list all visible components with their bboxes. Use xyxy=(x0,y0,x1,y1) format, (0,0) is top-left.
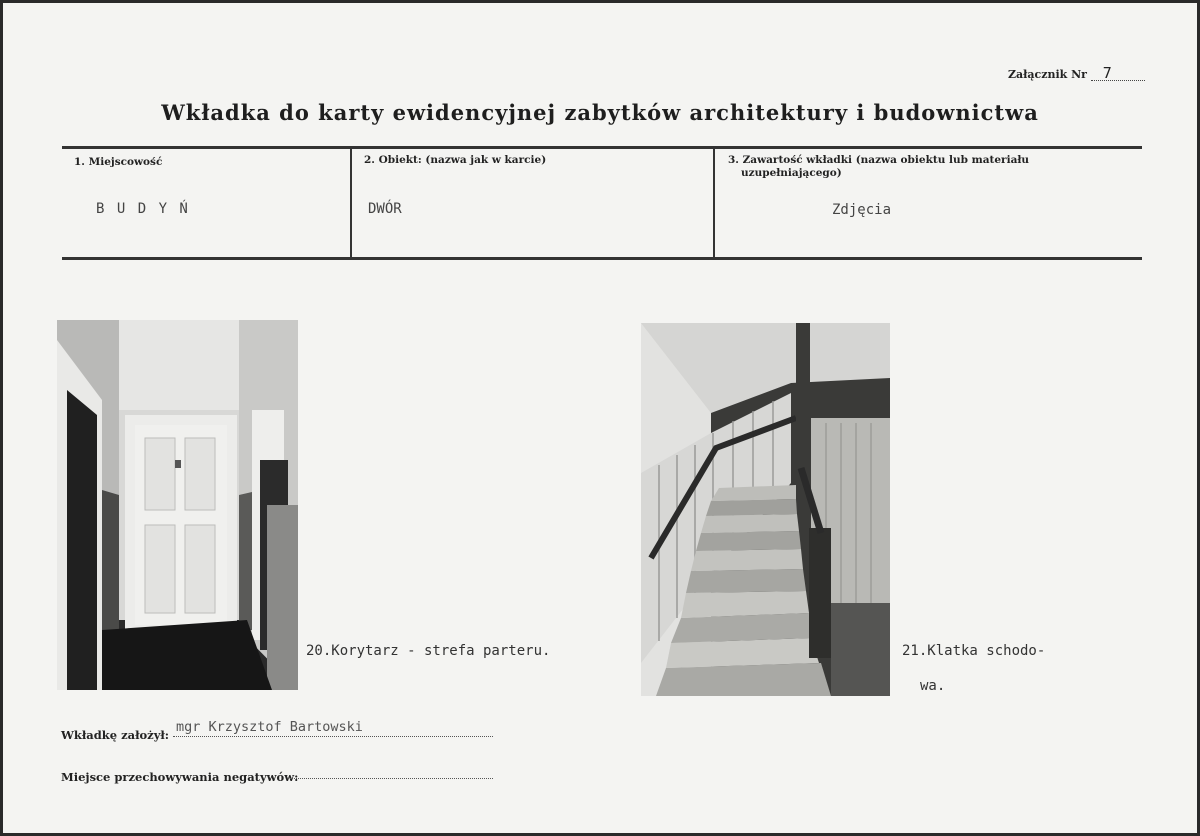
annex-label: Załącznik Nr xyxy=(1008,68,1087,81)
photo-staircase-caption-line2: wa. xyxy=(920,678,946,694)
location-value: B U D Y Ń xyxy=(96,201,190,217)
annex-number xyxy=(1008,66,1145,81)
staircase-photo-image xyxy=(641,323,890,696)
page-title: Wkładka do karty ewidencyjnej zabytków architektury i budownictwa xyxy=(161,100,1039,125)
form-divider-2 xyxy=(713,148,715,258)
object-value: DWÓR xyxy=(368,201,402,217)
object-label: 2. Obiekt: (nazwa jak w karcie) xyxy=(364,154,547,166)
content-label-line1: 3. Zawartość wkładki (nazwa obiektu lub materiału xyxy=(728,154,1030,166)
content-value: Zdjęcia xyxy=(832,202,892,218)
form-divider-1 xyxy=(350,148,352,258)
content-label xyxy=(728,154,1029,180)
author-value: mgr Krzysztof Bartowski xyxy=(176,719,363,735)
negatives-dotline xyxy=(288,778,493,779)
photo-staircase-caption-line1: 21.Klatka schodo- xyxy=(902,643,1046,659)
photo-corridor xyxy=(57,320,298,690)
photo-staircase xyxy=(641,323,890,696)
photo-corridor-caption: 20.Korytarz - strefa parteru. xyxy=(306,643,551,659)
negatives-label: Miejsce przechowywania negatywów: xyxy=(61,770,299,784)
content-label-line2: uzupełniającego) xyxy=(741,167,842,179)
form-bottom-border xyxy=(62,257,1142,260)
form-top-border xyxy=(62,146,1142,149)
annex-value: 7 xyxy=(1091,66,1145,81)
author-dotline xyxy=(173,736,493,737)
corridor-photo-image xyxy=(57,320,298,690)
location-label: 1. Miejscowość xyxy=(74,156,163,168)
author-label: Wkładkę założył: xyxy=(61,728,170,742)
